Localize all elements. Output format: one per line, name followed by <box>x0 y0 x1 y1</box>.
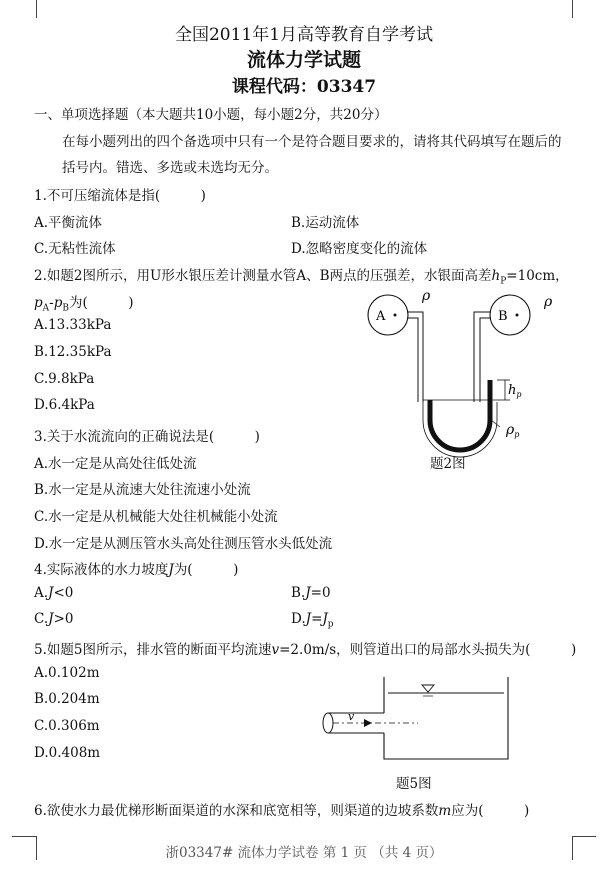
crop-mark <box>572 836 596 837</box>
hp-label: $h_p$ <box>508 383 522 399</box>
rho-label-a: ρ <box>422 288 431 304</box>
q5-stem: 5.如题5图所示，排水管的断面平均流速v=2.0m/s，则管道出口的局部水头损失为( ) <box>34 642 577 658</box>
q2-stem-line1: 2.如题2图所示，用U形水银压差计测量水管A、B两点的压强差，水银面高差$h_P=10cm$， <box>34 268 569 287</box>
q1-option-c: C.无粘性流体 <box>34 241 116 257</box>
subject-title: 流体力学试题 <box>246 49 361 71</box>
pipe-a-point <box>394 314 397 317</box>
rhop-leader <box>491 420 500 427</box>
q5-figure-caption: 题5图 <box>396 776 432 792</box>
section-heading: 一、单项选择题（本大题共10小题，每小题2分，共20分） <box>34 107 388 123</box>
pipe-b-point <box>516 314 519 317</box>
instructions-line1: 在每小题列出的四个备选项中只有一个是符合题目要求的，请将其代码填写在题后的 <box>62 134 562 150</box>
exam-title: 全国2011年1月高等教育自学考试 <box>174 25 434 45</box>
q2-option-a: A.13.33kPa <box>34 317 112 333</box>
q3-option-b: B.水一定是从流速大处往流速小处流 <box>34 482 251 498</box>
q4-stem: 4.实际液体的水力坡度J为( ) <box>34 562 239 578</box>
tank-wall <box>384 677 508 759</box>
crop-mark <box>12 836 36 837</box>
velocity-label: v <box>348 710 355 723</box>
instructions-line2: 括号内。错选、多选或未选均无分。 <box>62 160 278 176</box>
flow-arrow-icon <box>364 719 372 727</box>
rhop-label: $\rho_p$ <box>506 422 520 439</box>
q5-figure-tank <box>318 673 518 768</box>
q6-stem: 6.欲使水力最优梯形断面渠道的水深和底宽相等，则渠道的边坡系数m应为( ) <box>34 803 530 819</box>
course-code: 课程代码：03347 <box>231 77 377 97</box>
q3-option-c: C.水一定是从机械能大处往机械能小处流 <box>34 509 278 525</box>
q4-option-d: $D.J=J_p$ <box>291 611 334 630</box>
crop-mark <box>572 0 573 18</box>
q3-option-d: D.水一定是从测压管水头高处往测压管水头低处流 <box>34 536 333 552</box>
q4-option-a: A.J<0 <box>34 585 74 601</box>
q5-option-b: B.0.204m <box>34 691 100 707</box>
q2-figure-manometer <box>360 282 570 472</box>
pipe-outlet <box>323 713 333 733</box>
pipe-b-label: B <box>498 309 508 324</box>
q2-figure-caption: 题2图 <box>430 456 466 472</box>
q4-option-c: C.J>0 <box>34 611 74 627</box>
q5-option-c: C.0.306m <box>34 718 100 734</box>
page-footer: 浙03347# 流体力学试卷 第 1 页 （共 4 页） <box>165 845 443 861</box>
q1-option-d: D.忽略密度变化的流体 <box>291 241 428 257</box>
q3-option-a: A.水一定是从高处往低处流 <box>34 456 197 472</box>
q4-option-b: B.J=0 <box>291 585 331 601</box>
q2-option-b: B.12.35kPa <box>34 344 112 360</box>
q3-stem: 3.关于水流流向的正确说法是( ) <box>34 429 260 445</box>
pipe-a-label: A <box>376 309 386 324</box>
pipe-b-circle <box>490 295 530 335</box>
rho-label-b: ρ <box>544 294 553 310</box>
water-level-symbol <box>422 685 434 692</box>
mercury-u <box>430 380 490 450</box>
crop-mark <box>36 0 37 18</box>
q1-option-b: B.运动流体 <box>291 215 360 231</box>
q1-option-a: A.平衡流体 <box>34 215 103 231</box>
q5-option-a: A.0.102m <box>34 665 100 681</box>
q2-option-d: D.6.4kPa <box>34 397 95 413</box>
q2-stem-line2: $p_A-p_B$为( ) <box>34 295 134 314</box>
q5-option-d: D.0.408m <box>34 745 101 761</box>
q2-option-c: C.9.8kPa <box>34 371 95 387</box>
pipe-a-circle <box>368 295 408 335</box>
left-connector <box>407 312 423 402</box>
q1-stem: 1.不可压缩流体是指( ) <box>34 188 206 204</box>
